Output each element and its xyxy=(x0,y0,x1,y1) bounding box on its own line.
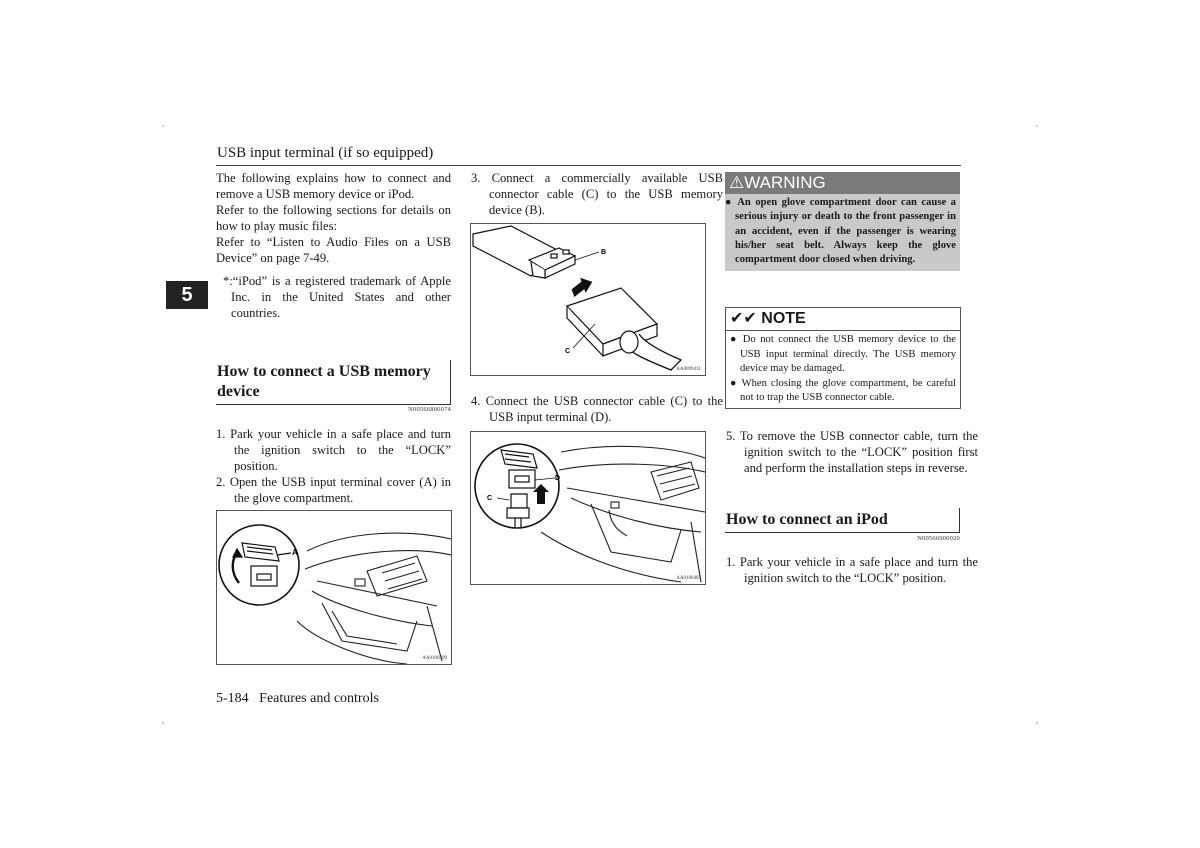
usb-steps-1-2 xyxy=(216,426,451,506)
header-rule xyxy=(216,165,961,166)
step-1: 1. Park your vehicle in a safe place and turn the ignition switch to the “LOCK” position. xyxy=(216,427,451,473)
note-item: ● Do not connect the USB memory device to the USB input terminal directly. The USB memory device may be damaged. xyxy=(730,334,956,374)
note-header xyxy=(726,308,960,331)
bullet-icon: ● xyxy=(725,197,738,208)
bullet-icon: ● xyxy=(730,334,743,345)
figure-code: AA0100403 xyxy=(676,576,701,581)
usb-section-code: N00566800074 xyxy=(408,406,451,413)
warning-triangle-icon: ⚠ xyxy=(729,173,745,192)
ipod-section-code: N00566900020 xyxy=(917,535,960,542)
note-item: ● When closing the glove compartment, be careful not to trap the USB connector cable. xyxy=(730,377,956,403)
glove-compartment-illustration xyxy=(217,511,451,664)
intro-line: Refer to the following sections for details on how to play music files: xyxy=(216,203,451,233)
page-footer xyxy=(216,691,379,707)
note-title: NOTE xyxy=(761,310,806,327)
warning-body: An open glove compartment door can cause a serious injury or death to the front passenger in an accident, even if the passenger is wearing his/her seat belt. Always keep the glove compartment door closed when driving. xyxy=(735,197,956,266)
label-a: A xyxy=(292,548,298,557)
warning-title: WARNING xyxy=(744,173,826,192)
usb-section-title: How to connect a USB memory device xyxy=(216,360,451,405)
warning-box xyxy=(725,172,960,271)
label-d: D xyxy=(555,475,561,482)
label-c: C xyxy=(487,495,493,502)
ipod-step-1: 1. Park your vehicle in a safe place and turn the ignition switch to the “LOCK” position. xyxy=(726,555,978,585)
usb-terminal-illustration xyxy=(471,432,705,584)
step-2: 2. Open the USB input terminal cover (A) in the glove compartment. xyxy=(216,475,451,505)
label-c: C xyxy=(565,348,571,355)
trademark-note: *:“iPod” is a registered trademark of Apple Inc. in the United States and other countries. xyxy=(223,274,451,320)
intro-line: Refer to “Listen to Audio Files on a USB Device” on page 7-49. xyxy=(216,235,451,265)
chapter-tab: 5 xyxy=(166,281,208,309)
intro-block xyxy=(216,170,451,321)
note-body xyxy=(726,331,960,408)
warning-header xyxy=(725,172,960,194)
figure-code: AA0099431 xyxy=(676,367,701,372)
footer-section: Features and controls xyxy=(259,691,379,706)
figure-usb-terminal xyxy=(470,431,706,585)
page-header-title: USB input terminal (if so equipped) xyxy=(217,145,434,161)
figure-usb-cable xyxy=(470,223,706,376)
intro-line: The following explains how to connect and remove a USB memory device or iPod. xyxy=(216,171,451,201)
figure-glove-compartment xyxy=(216,510,452,665)
usb-cable-illustration xyxy=(471,224,705,375)
label-b: B xyxy=(601,249,607,256)
step-3: 3. Connect a commercially available USB connector cable (C) to the USB memory device (B). xyxy=(471,171,723,217)
step-4: 4. Connect the USB connector cable (C) to the USB input terminal (D). xyxy=(471,394,723,424)
bullet-icon: ● xyxy=(730,377,742,389)
note-box xyxy=(725,307,961,409)
figure-code: AA0100399 xyxy=(422,656,447,661)
warning-text xyxy=(725,194,960,271)
note-check-icon: ✔✔ xyxy=(730,310,762,327)
ipod-section-title: How to connect an iPod xyxy=(725,508,960,533)
page-number: 5-184 xyxy=(216,691,249,706)
step-5: 5. To remove the USB connector cable, turn the ignition switch to the “LOCK” position first and perform the installation steps in reverse. xyxy=(726,429,978,475)
